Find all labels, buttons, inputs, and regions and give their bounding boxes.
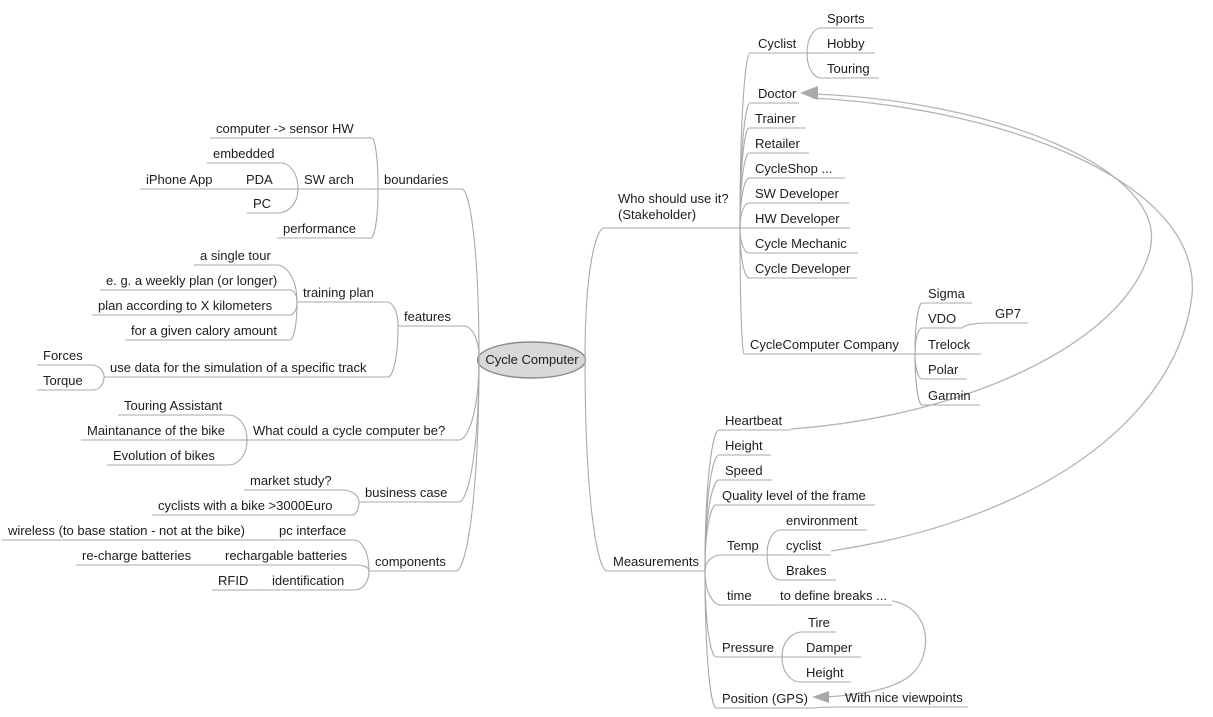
root-node[interactable]: Cycle Computer <box>485 352 579 367</box>
node-ident[interactable]: identification <box>272 573 345 588</box>
node-embedded[interactable]: embedded <box>213 146 275 161</box>
node-vdo[interactable]: VDO <box>928 311 957 326</box>
node-damper[interactable]: Damper <box>806 640 853 655</box>
node-sigma[interactable]: Sigma <box>928 286 965 301</box>
node-boundaries[interactable]: boundaries <box>384 172 449 187</box>
node-evol[interactable]: Evolution of bikes <box>113 448 215 463</box>
node-time[interactable]: time <box>727 588 752 603</box>
node-pc[interactable]: PC <box>253 196 272 211</box>
node-recharge[interactable]: re-charge batteries <box>82 548 192 563</box>
node-breaks[interactable]: to define breaks ... <box>780 588 887 603</box>
node-comp[interactable]: components <box>375 554 446 569</box>
node-garmin[interactable]: Garmin <box>928 388 971 403</box>
node-rebat[interactable]: rechargable batteries <box>225 548 348 563</box>
node-stake2[interactable]: (Stakeholder) <box>618 207 697 222</box>
node-calory[interactable]: for a given calory amount <box>131 323 277 338</box>
node-tplan[interactable]: training plan <box>303 285 374 300</box>
node-heartbeat[interactable]: Heartbeat <box>725 413 783 428</box>
node-hobby[interactable]: Hobby <box>827 36 865 51</box>
node-torque[interactable]: Torque <box>43 373 83 388</box>
node-cycl_t[interactable]: cyclist <box>786 538 822 553</box>
node-forces[interactable]: Forces <box>43 348 83 363</box>
node-iphone[interactable]: iPhone App <box>146 172 213 187</box>
node-trainer[interactable]: Trainer <box>755 111 796 126</box>
node-perf[interactable]: performance <box>283 221 356 236</box>
node-touring[interactable]: Touring <box>827 61 870 76</box>
node-hwdev[interactable]: HW Developer <box>755 211 840 226</box>
node-cyclist[interactable]: Cyclist <box>758 36 797 51</box>
node-brakes[interactable]: Brakes <box>786 563 827 578</box>
node-tire[interactable]: Tire <box>808 615 830 630</box>
node-tour[interactable]: a single tour <box>200 248 271 263</box>
node-temp[interactable]: Temp <box>727 538 759 553</box>
node-pcif[interactable]: pc interface <box>279 523 347 538</box>
node-swdev[interactable]: SW Developer <box>755 186 839 201</box>
node-wcb[interactable]: What could a cycle computer be? <box>253 423 446 438</box>
node-polar[interactable]: Polar <box>928 362 959 377</box>
node-weekly[interactable]: e. g. a weekly plan (or longer) <box>106 273 278 288</box>
node-viewp[interactable]: With nice viewpoints <box>845 690 963 705</box>
node-sim[interactable]: use data for the simulation of a specific track <box>110 360 367 375</box>
node-gp7[interactable]: GP7 <box>995 306 1022 321</box>
node-posgps[interactable]: Position (GPS) <box>722 691 808 706</box>
node-maint[interactable]: Maintanance of the bike <box>87 423 226 438</box>
node-cmech[interactable]: Cycle Mechanic <box>755 236 847 251</box>
node-market[interactable]: market study? <box>250 473 332 488</box>
node-sports[interactable]: Sports <box>827 11 865 26</box>
node-envir[interactable]: environment <box>786 513 858 528</box>
node-quality[interactable]: Quality level of the frame <box>722 488 866 503</box>
node-trelock[interactable]: Trelock <box>928 337 971 352</box>
node-wireless[interactable]: wireless (to base station - not at the bike) <box>8 523 246 538</box>
node-features[interactable]: features <box>404 309 451 324</box>
node-bcase[interactable]: business case <box>365 485 448 500</box>
node-touring_a[interactable]: Touring Assistant <box>124 398 223 413</box>
node-xkm[interactable]: plan according to X kilometers <box>98 298 273 313</box>
node-meas[interactable]: Measurements <box>613 554 699 569</box>
node-swarch[interactable]: SW arch <box>304 172 354 187</box>
node-cdev[interactable]: Cycle Developer <box>755 261 851 276</box>
node-stake[interactable]: Who should use it? <box>618 191 729 206</box>
node-heightm[interactable]: Height <box>725 438 763 453</box>
node-pda[interactable]: PDA <box>246 172 273 187</box>
node-speed[interactable]: Speed <box>725 463 763 478</box>
node-cycleshop[interactable]: CycleShop ... <box>755 161 833 176</box>
node-csh[interactable]: computer -> sensor HW <box>216 121 354 136</box>
node-ccc[interactable]: CycleComputer Company <box>750 337 899 352</box>
node-retailer[interactable]: Retailer <box>755 136 800 151</box>
node-c3000[interactable]: cyclists with a bike >3000Euro <box>158 498 333 513</box>
node-doctor[interactable]: Doctor <box>758 86 797 101</box>
node-pressure[interactable]: Pressure <box>722 640 775 655</box>
node-rfid[interactable]: RFID <box>218 573 249 588</box>
node-heightp[interactable]: Height <box>806 665 844 680</box>
